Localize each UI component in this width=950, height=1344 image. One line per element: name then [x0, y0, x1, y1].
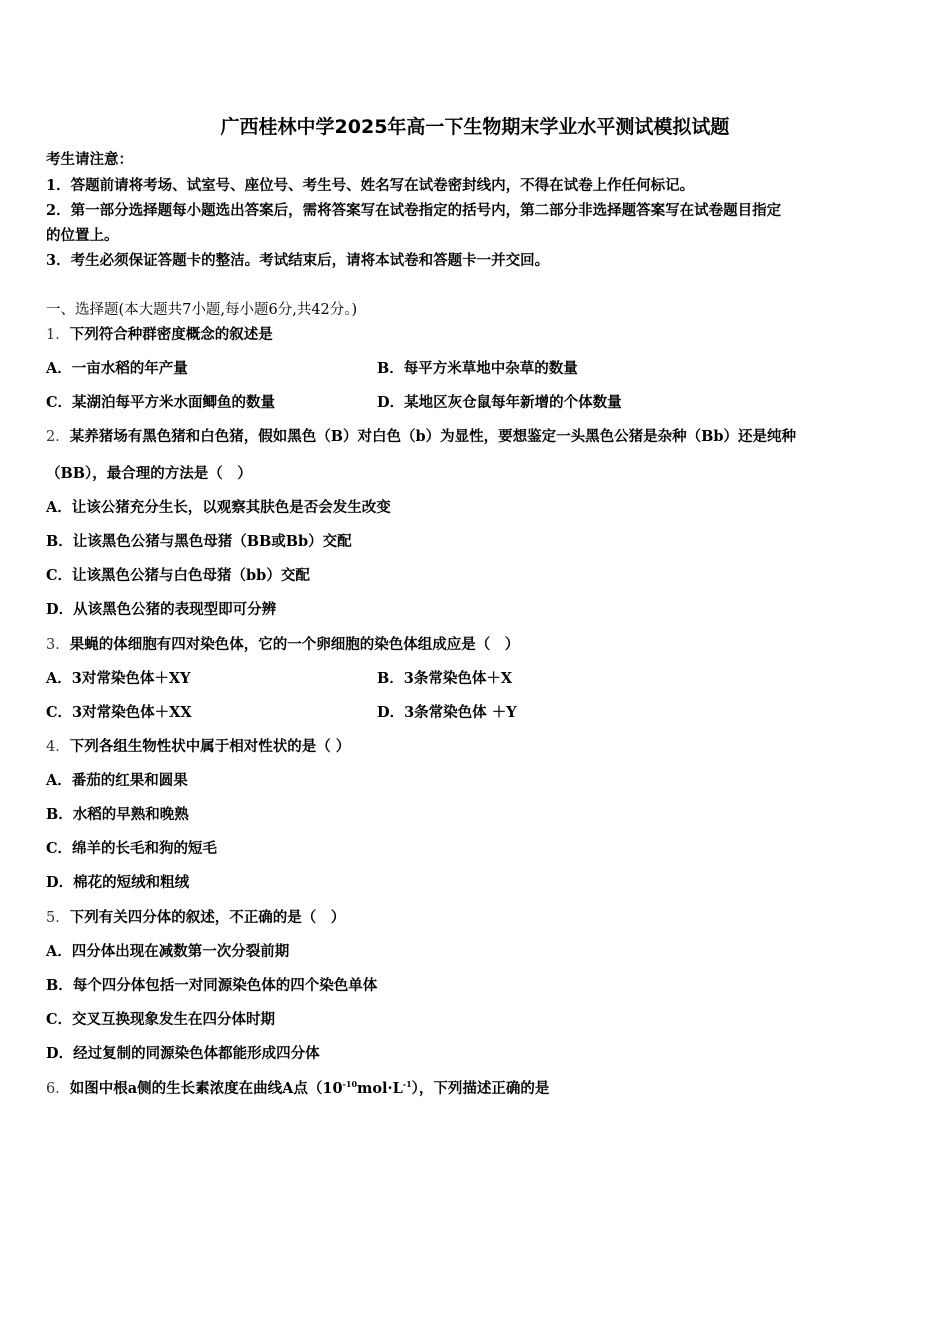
q1-option-c: C．某湖泊每平方米水面鲫鱼的数量 — [46, 394, 276, 411]
q4-option-a: A．番茄的红果和圆果 — [46, 772, 188, 789]
question-number: 5． — [46, 910, 70, 926]
q5-option-d: D．经过复制的同源染色体都能形成四分体 — [46, 1045, 320, 1062]
question-5 — [46, 908, 345, 928]
q4-option-c: C．绵羊的长毛和狗的短毛 — [46, 840, 218, 857]
q5-option-b: B．每个四分体包括一对同源染色体的四个染色单体 — [46, 977, 378, 994]
question-number: 1． — [46, 327, 70, 343]
question-2 — [46, 427, 796, 447]
question-2-cont: （BB），最合理的方法是（ ） — [46, 465, 252, 482]
question-stem: 下列符合种群密度概念的叙述是 — [69, 326, 273, 343]
q2-option-c: C．让该黑色公猪与白色母猪（bb）交配 — [46, 567, 310, 584]
q3-option-c: C．3对常染色体＋XX — [46, 704, 192, 721]
question-1 — [46, 325, 273, 345]
question-stem: 某养猪场有黑色猪和白色猪，假如黑色（B）对白色（b）为显性，要想鉴定一头黑色公猪是杂种（Bb）还是纯种 — [69, 428, 797, 445]
exponent: -10 — [342, 1079, 358, 1089]
question-stem: 果蝇的体细胞有四对染色体，它的一个卵细胞的染色体组成应是（ ） — [69, 636, 520, 653]
notice-item-1: 1．答题前请将考场、试室号、座位号、考生号、姓名写在试卷密封线内，不得在试卷上作任何标记。 — [46, 177, 695, 194]
question-stem-end: ），下列描述正确的是 — [411, 1080, 550, 1097]
question-6 — [46, 1079, 549, 1099]
q4-option-b: B．水稻的早熟和晚熟 — [46, 806, 189, 823]
q2-option-a: A．让该公猪充分生长，以观察其肤色是否会发生改变 — [46, 499, 391, 516]
question-stem: 下列有关四分体的叙述，不正确的是（ ） — [69, 909, 346, 926]
question-stem: 如图中根a侧的生长素浓度在曲线A点（10 — [69, 1080, 343, 1097]
question-4 — [46, 737, 350, 757]
question-3 — [46, 635, 519, 655]
q3-option-b: B．3条常染色体＋X — [377, 670, 513, 687]
q5-option-c: C．交叉互换现象发生在四分体时期 — [46, 1011, 276, 1028]
q1-option-a: A．一亩水稻的年产量 — [46, 360, 188, 377]
question-number: 4． — [46, 739, 70, 755]
q1-option-d: D．某地区灰仓鼠每年新增的个体数量 — [377, 394, 622, 411]
q3-option-d: D．3条常染色体 ＋Y — [377, 704, 517, 721]
question-stem: 下列各组生物性状中属于相对性状的是（ ） — [69, 738, 351, 755]
notice-heading: 考生请注意： — [46, 151, 133, 168]
q4-option-d: D．棉花的短绒和粗绒 — [46, 874, 190, 891]
q5-option-a: A．四分体出现在减数第一次分裂前期 — [46, 943, 290, 960]
question-number: 3． — [46, 637, 70, 653]
section-heading: 一、选择题(本大题共7小题,每小题6分,共42分。) — [46, 302, 358, 318]
page-title: 广西桂林中学2025年高一下生物期末学业水平测试模拟试题 — [220, 116, 730, 138]
notice-item-2-cont: 的位置上。 — [46, 227, 119, 244]
q3-option-a: A．3对常染色体＋XY — [46, 670, 191, 687]
notice-item-2: 2．第一部分选择题每小题选出答案后，需将答案写在试卷指定的括号内，第二部分非选择题答案写在试卷题目指定 — [46, 202, 782, 219]
notice-item-3: 3．考生必须保证答题卡的整洁。考试结束后，请将本试卷和答题卡一并交回。 — [46, 252, 550, 269]
q2-option-b: B．让该黑色公猪与黑色母猪（BB或Bb）交配 — [46, 533, 352, 550]
question-number: 2． — [46, 429, 70, 445]
q2-option-d: D．从该黑色公猪的表现型即可分辨 — [46, 601, 277, 618]
q1-option-b: B．每平方米草地中杂草的数量 — [377, 360, 578, 377]
question-number: 6． — [46, 1081, 70, 1097]
exponent: -1 — [402, 1079, 412, 1089]
unit-text: mol·L — [357, 1080, 403, 1097]
